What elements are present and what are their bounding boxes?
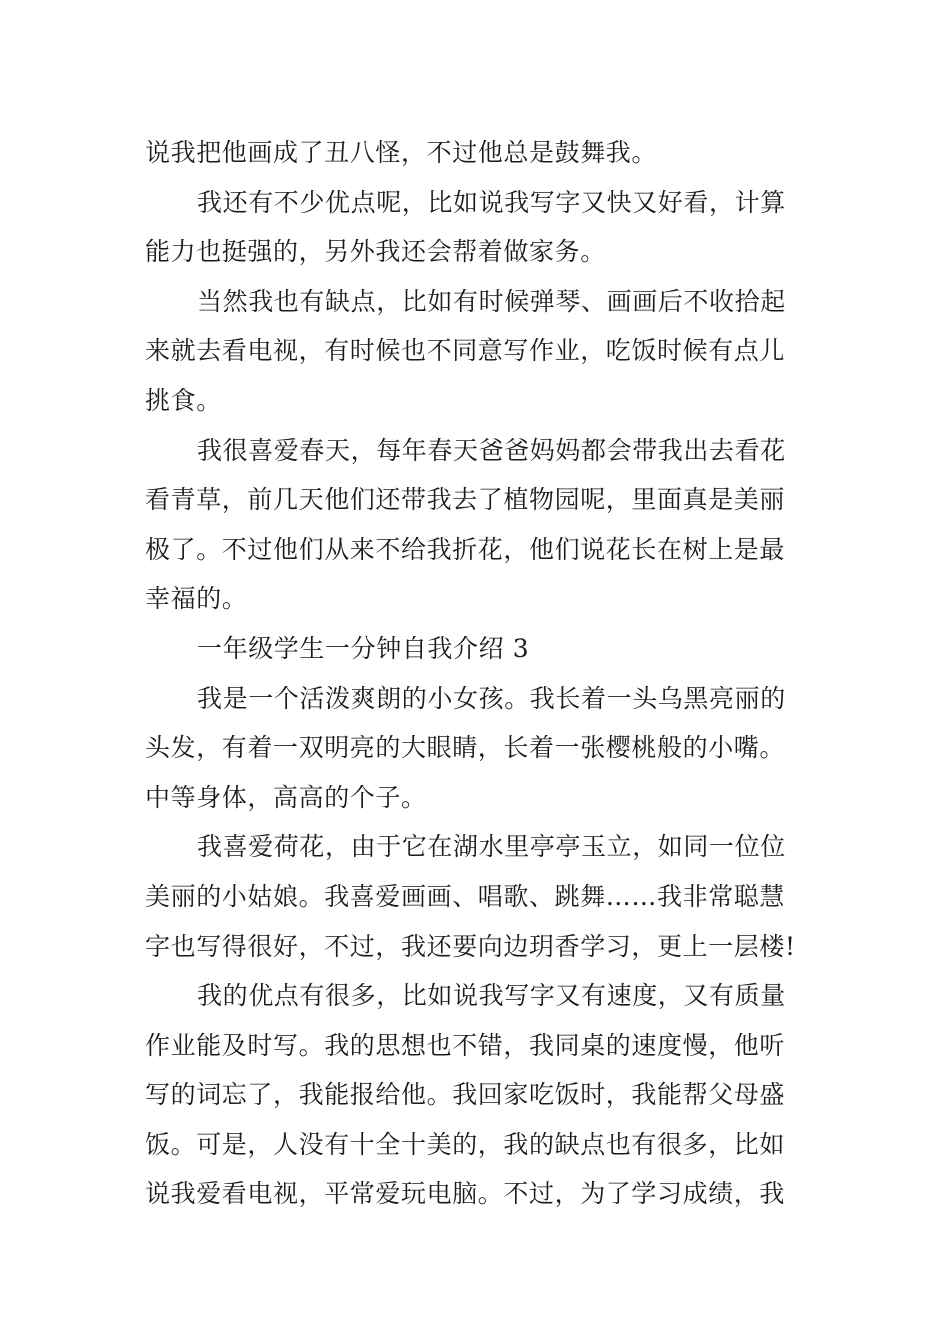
text-line: 挑食。 [145,385,222,415]
text-line: 字也写得很好，不过，我还要向边玥香学习，更上一层楼! [145,931,796,961]
text-line: 幸福的。 [145,584,248,614]
paragraph-start-line: 我的优点有很多，比如说我写字又有速度，又有质量 [197,981,786,1011]
text-line: 作业能及时写。我的思想也不错，我同桌的速度慢，他听 [145,1030,786,1060]
text-line: 极了。不过他们从来不给我折花，他们说花长在树上是最 [145,534,786,564]
text-line: 看青草，前几天他们还带我去了植物园呢，里面真是美丽 [145,485,786,515]
section-heading: 一年级学生一分钟自我介绍 3 [197,633,530,663]
text-line: 中等身体，高高的个子。 [145,782,427,812]
paragraph-start-line: 我喜爱荷花，由于它在湖水里亭亭玉立，如同一位位 [197,832,786,862]
paragraph-start-line: 我很喜爱春天，每年春天爸爸妈妈都会带我出去看花 [197,435,786,465]
paragraph-start-line: 我还有不少优点呢，比如说我写字又快又好看，计算 [197,187,786,217]
text-line: 说我把他画成了丑八怪，不过他总是鼓舞我。 [145,138,658,167]
text-line: 说我爱看电视，平常爱玩电脑。不过，为了学习成绩，我 [145,1179,786,1209]
paragraph-start-line: 我是一个活泼爽朗的小女孩。我长着一头乌黑亮丽的 [197,683,786,713]
text-line: 来就去看电视，有时候也不同意写作业，吃饭时候有点儿 [145,336,786,366]
text-line: 能力也挺强的，另外我还会帮着做家务。 [145,237,606,267]
text-line: 头发，有着一双明亮的大眼睛，长着一张樱桃般的小嘴。 [145,733,786,763]
text-line: 美丽的小姑娘。我喜爱画画、唱歌、跳舞……我非常聪慧 [145,881,786,911]
document-body [145,128,810,1219]
text-line: 写的词忘了，我能报给他。我回家吃饭时，我能帮父母盛 [145,1080,786,1110]
text-line: 饭。可是，人没有十全十美的，我的缺点也有很多，比如 [145,1129,786,1159]
paragraph-start-line: 当然我也有缺点，比如有时候弹琴、画画后不收拾起 [197,286,786,316]
